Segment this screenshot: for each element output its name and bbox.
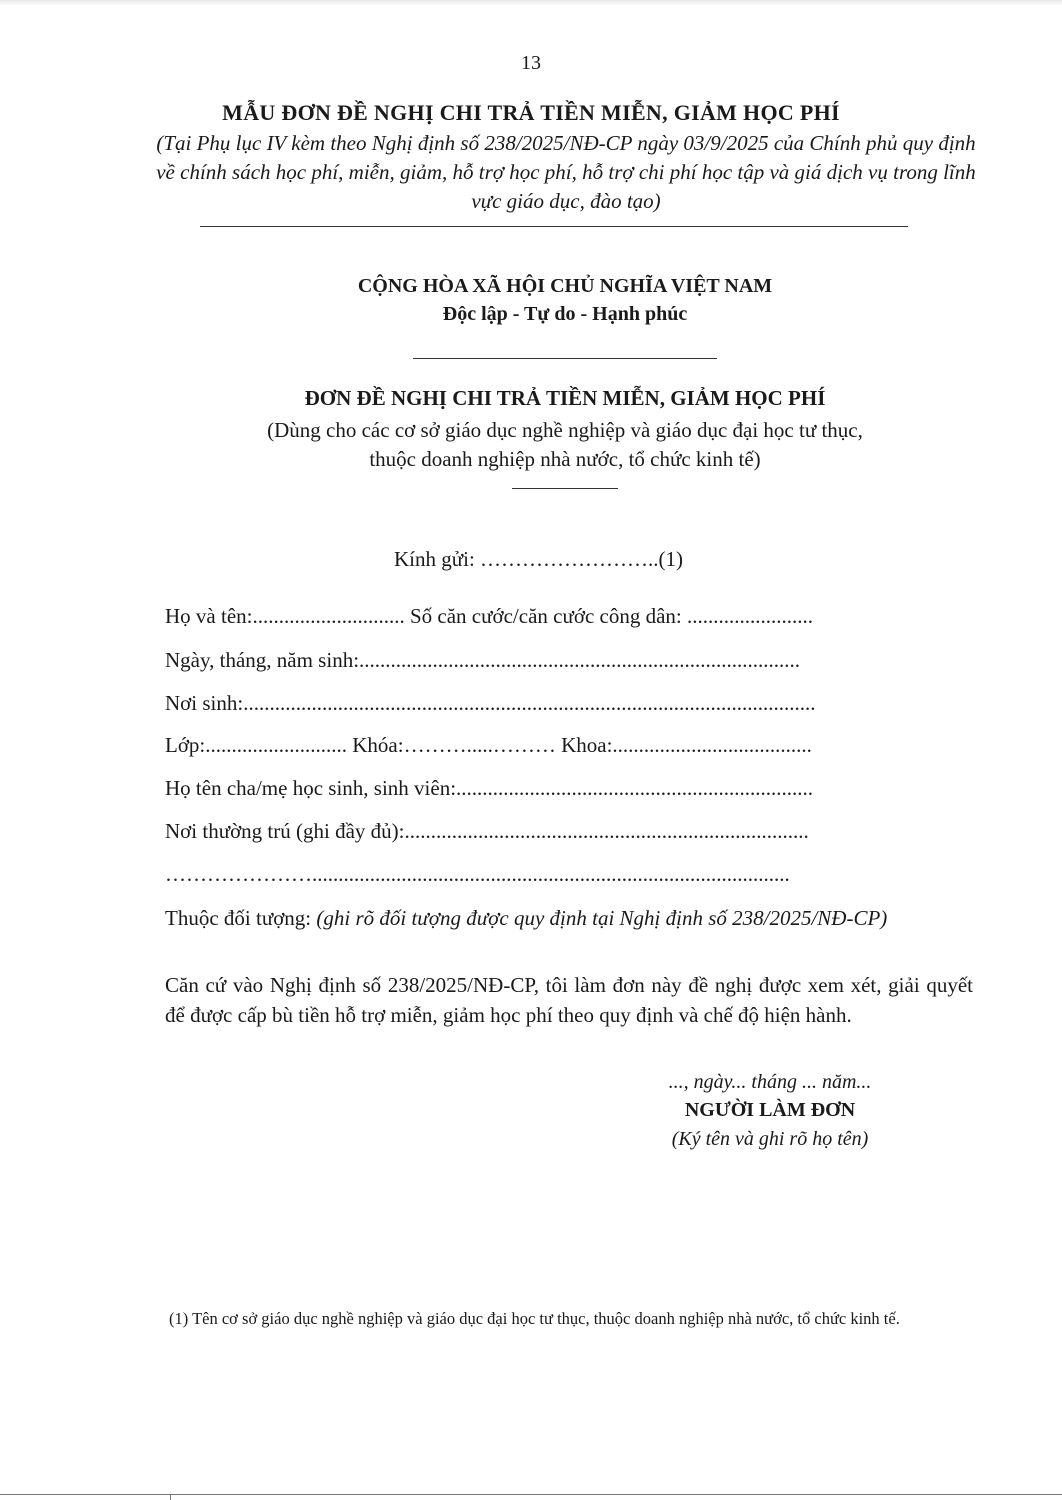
scan-shadow	[0, 0, 1062, 6]
signature-note: (Ký tên và ghi rõ họ tên)	[671, 1128, 869, 1150]
subtitle-line-1: (Dùng cho các cơ sở giáo dục nghề nghiệp và giáo dục đại học tư thục,	[267, 418, 863, 442]
residence-continuation: …………………...........................................................................................	[165, 862, 790, 886]
subject-hint: (ghi rõ đối tượng được quy định tại Nghị định số 238/2025/NĐ-CP)	[316, 906, 888, 930]
country-name: CỘNG HÒA XÃ HỘI CHỦ NGHĨA VIỆT NAM	[357, 275, 773, 297]
parent-name-field: Họ tên cha/mẹ học sinh, sinh viên:....................................................................	[165, 776, 814, 800]
subtitle-line-2: thuộc doanh nghiệp nhà nước, tổ chức kinh tế)	[369, 447, 761, 471]
form-source-note: (Tại Phụ lục IV kèm theo Nghị định số 238/2025/NĐ-CP ngày 03/9/2025 của Chính phủ quy định về chính sách học phí, miễn, giảm, hỗ trợ học phí, hỗ trợ chi phí học tập và giá dịch vụ trong lĩnh vực giáo dục, đào tạo)	[156, 131, 976, 213]
footnote: (1) Tên cơ sở giáo dục nghề nghiệp và giáo dục đại học tư thục, thuộc doanh nghiệp nhà nước, tổ chức kinh tế.	[169, 1309, 900, 1328]
name-id-field: Họ và tên:............................. Số căn cước/căn cước công dân: ........................	[165, 604, 814, 628]
national-motto: Độc lập - Tự do - Hạnh phúc	[442, 303, 688, 325]
scan-edge	[0, 1494, 1062, 1495]
page-number: 13	[521, 52, 541, 74]
signature-date: ..., ngày... tháng ... năm...	[668, 1071, 872, 1093]
signer-title: NGƯỜI LÀM ĐƠN	[684, 1099, 856, 1121]
body-paragraph: Căn cứ vào Nghị định số 238/2025/NĐ-CP, tôi làm đơn này đề nghị được xem xét, giải quyết để được cấp bù tiền hỗ trợ miễn, giảm học phí theo quy định và chế độ hiện hành.	[165, 973, 973, 1027]
greeting-line: Kính gửi: ……………………..(1)	[394, 547, 684, 571]
application-title: ĐƠN ĐỀ NGHỊ CHI TRẢ TIỀN MIỄN, GIẢM HỌC PHÍ	[304, 386, 826, 410]
subject-label: Thuộc đối tượng:	[165, 906, 317, 930]
motto-underline	[413, 358, 717, 359]
residence-field: Nơi thường trú (ghi đầy đủ):.............................................................................	[165, 819, 809, 843]
subject-paragraph	[165, 903, 973, 933]
scan-tick	[170, 1494, 171, 1500]
divider-line	[200, 226, 908, 227]
class-course-field: Lớp:........................... Khóa:……….....……… Khoa:......................................	[165, 733, 812, 757]
dob-field: Ngày, tháng, năm sinh:....................................................................................	[165, 648, 801, 672]
form-title: MẪU ĐƠN ĐỀ NGHỊ CHI TRẢ TIỀN MIỄN, GIẢM HỌC PHÍ	[222, 100, 840, 125]
birthplace-field: Nơi sinh:.............................................................................................................	[165, 691, 816, 715]
title-underline	[512, 488, 618, 489]
application-subtitle	[0, 416, 1062, 474]
